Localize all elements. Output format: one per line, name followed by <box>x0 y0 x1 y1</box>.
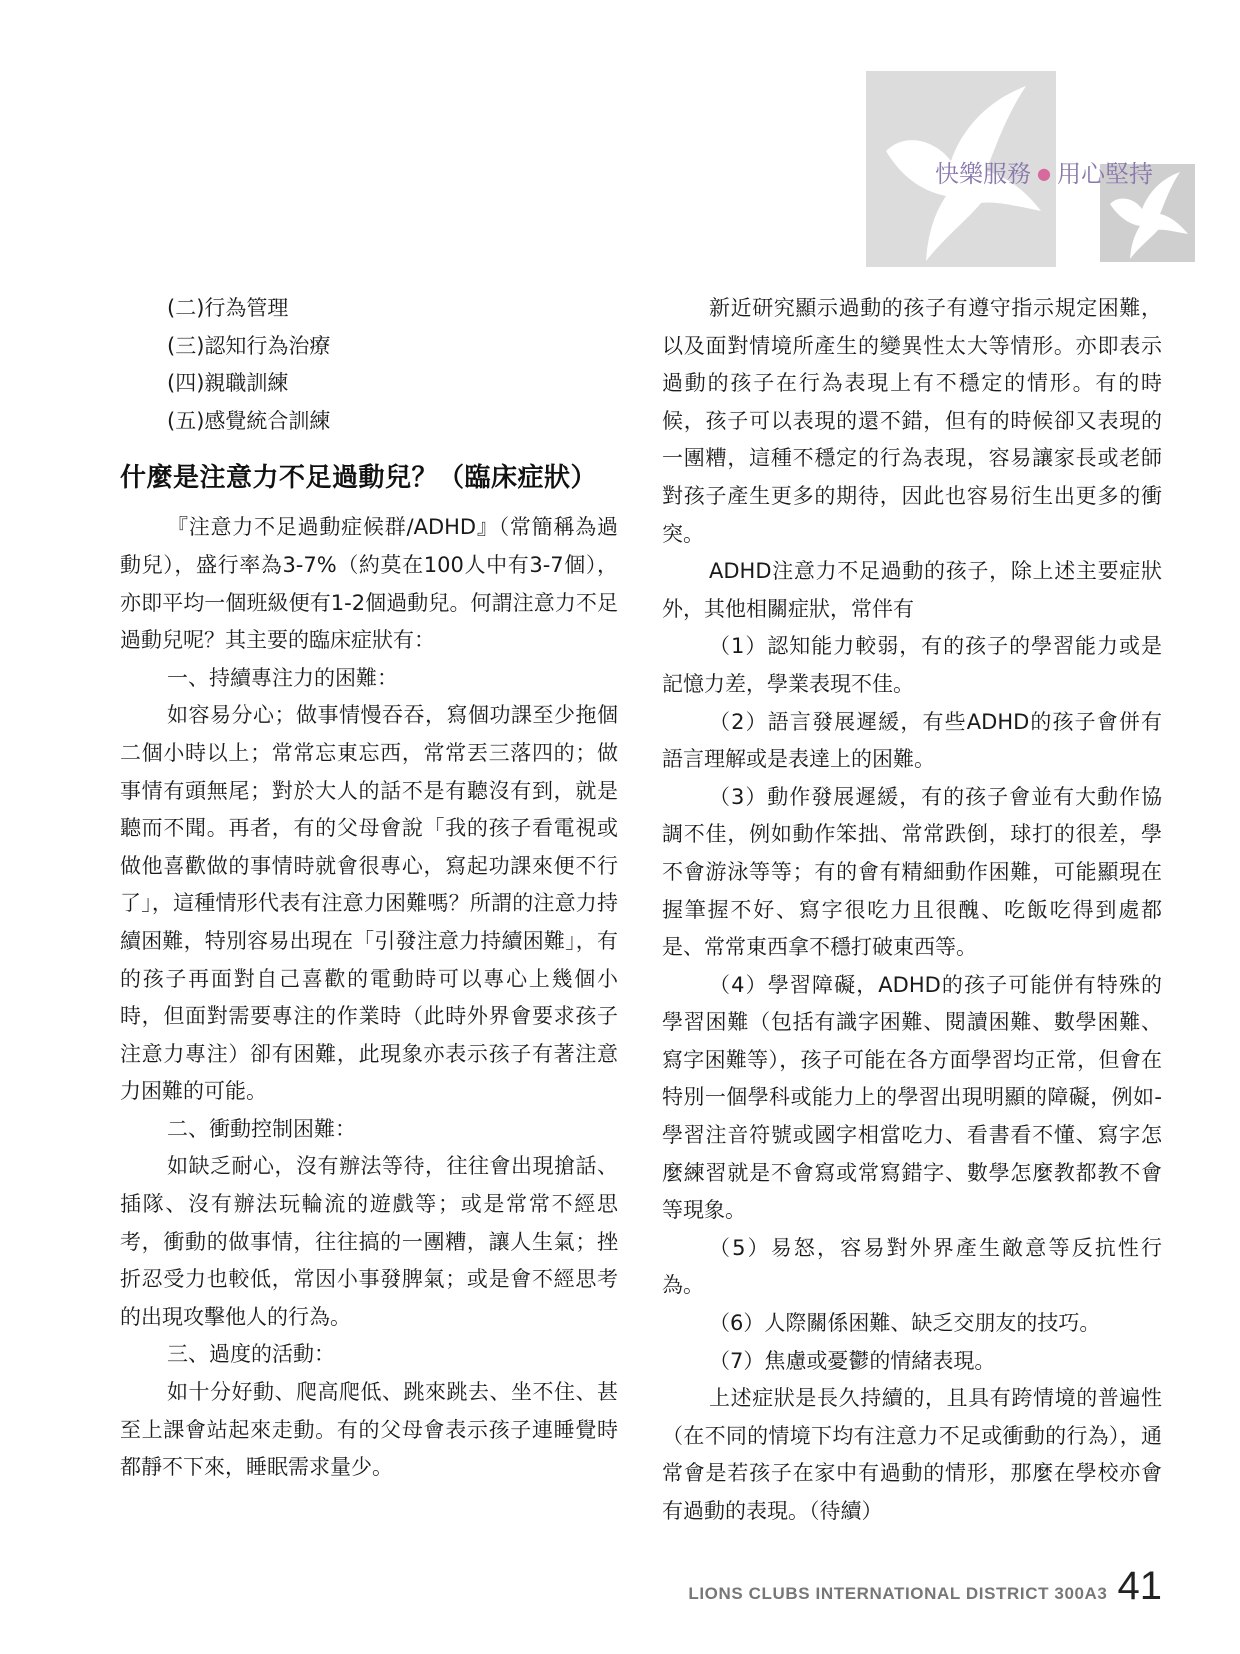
paragraph: 如容易分心；做事情慢吞吞，寫個功課至少拖個二個小時以上；常常忘東忘西，常常丟三落四的；做事情有頭無尾；對於大人的話不是有聽沒有到，就是聽而不聞。再者，有的父母會說「我的孩子看電視或做他喜歡做的事情時就會很專心，寫起功課來便不行了」，這種情形代表有注意力困難嗎？所謂的注意力持續困難，特別容易出現在「引發注意力持續困難」，有的孩子再面對自己喜歡的電動時可以專心上幾個小時，但面對需要專注的作業時（此時外界會要求孩子注意力專注）卻有困難，此現象亦表示孩子有著注意力困難的可能。 <box>120 703 618 1104</box>
symptom-item: （7）焦慮或憂鬱的情緒表現。 <box>709 1348 996 1373</box>
subheading: 三、過度的活動： <box>167 1342 335 1367</box>
subheading: 一、持續專注力的困難： <box>167 665 398 690</box>
paragraph: ADHD注意力不足過動的孩子，除上述主要症狀外，其他相關症狀，常伴有 <box>662 559 1162 621</box>
list-item: (五)感覺統合訓練 <box>167 408 331 433</box>
list-item: (二)行為管理 <box>167 296 289 320</box>
section-heading: 什麼是注意力不足過動兒？（臨床症狀） <box>120 463 598 494</box>
right-column <box>662 290 1162 1531</box>
subheading: 二、衝動控制困難： <box>167 1116 356 1141</box>
tagline-left: 快樂服務 <box>935 160 1031 188</box>
page-number: 41 <box>1117 1564 1162 1608</box>
paragraph: 『注意力不足過動症候群/ADHD』（常簡稱為過動兒），盛行率為3-7%（約莫在100人中有3-7個），亦即平均一個班級便有1-2個過動兒。何謂注意力不足過動兒呢？其主要的臨床症狀有： <box>120 515 618 653</box>
paragraph: 上述症狀是長久持續的，且具有跨情境的普遍性（在不同的情境下均有注意力不足或衝動的行為），通常會是若孩子在家中有過動的情形，那麼在學校亦會有過動的表現。（待續） <box>662 1386 1162 1523</box>
symptom-item: （2）語言發展遲緩，有些ADHD的孩子會併有語言理解或是表達上的困難。 <box>662 709 1162 772</box>
left-column <box>120 290 618 1487</box>
header-tagline <box>935 154 1153 189</box>
tagline-separator-dot: ● <box>1037 164 1051 183</box>
symptom-item: （1）認知能力較弱，有的孩子的學習能力或是記憶力差，學業表現不佳。 <box>662 634 1162 696</box>
tagline-right: 用心堅持 <box>1056 160 1153 188</box>
page-footer <box>688 1564 1162 1609</box>
paragraph: 新近研究顯示過動的孩子有遵守指示規定困難，以及面對情境所產生的變異性太大等情形。亦即表示過動的孩子在行為表現上有不穩定的情形。有的時候，孩子可以表現的還不錯，但有的時候卻又表現的一團糟，這種不穩定的行為表現，容易讓家長或老師對孩子產生更多的期待，因此也容易衍生出更多的衝突。 <box>662 296 1162 546</box>
symptom-item: （6）人際關係困難、缺乏交朋友的技巧。 <box>709 1311 1101 1336</box>
paragraph: 如十分好動、爬高爬低、跳來跳去、坐不住、甚至上課會站起來走動。有的父母會表示孩子連睡覺時都靜不下來，睡眠需求量少。 <box>120 1380 618 1480</box>
footer-org: LIONS CLUBS INTERNATIONAL DISTRICT 300A3 <box>688 1584 1108 1603</box>
paragraph: 如缺乏耐心，沒有辦法等待，往往會出現搶話、插隊、沒有辦法玩輪流的遊戲等；或是常常不經思考，衝動的做事情，往往搞的一團糟，讓人生氣；挫折忍受力也較低，常因小事發脾氣；或是會不經思考的出現攻擊他人的行為。 <box>120 1154 618 1329</box>
list-item: (四)親職訓練 <box>167 371 289 396</box>
symptom-item: （4）學習障礙，ADHD的孩子可能併有特殊的學習困難（包括有識字困難、閱讀困難、數學困難、寫字困難等），孩子可能在各方面學習均正常，但會在特別一個學科或能力上的學習出現明顯的障礙，例如-學習注音符號或國字相當吃力、看書看不懂、寫字怎麼練習就是不會寫或常寫錯字、數學怎麼教都教不會等現象。 <box>662 972 1162 1223</box>
list-item: (三)認知行為治療 <box>167 333 331 358</box>
symptom-item: （5）易怒，容易對外界產生敵意等反抗性行為。 <box>662 1235 1162 1298</box>
symptom-item: （3）動作發展遲緩，有的孩子會並有大動作協調不佳，例如動作笨拙、常常跌倒，球打的很差，學不會游泳等等；有的會有精細動作困難，可能顯現在握筆握不好、寫字很吃力且很醜、吃飯吃得到處都是、常常東西拿不穩打破東西等。 <box>662 784 1162 960</box>
